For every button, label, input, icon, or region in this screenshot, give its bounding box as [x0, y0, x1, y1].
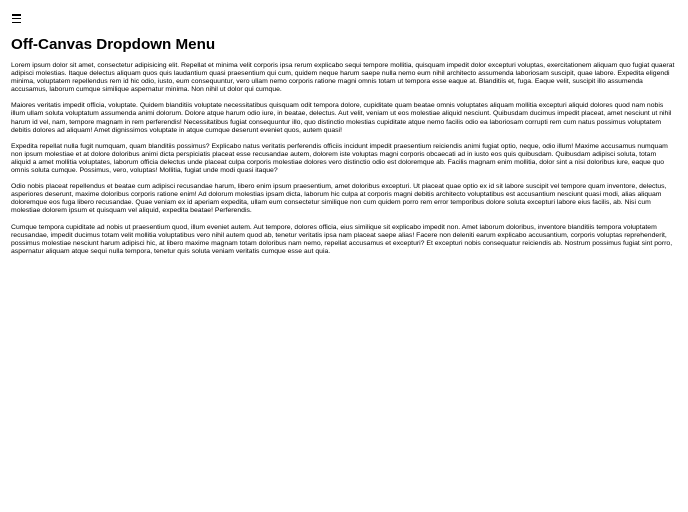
menu-toggle-button[interactable] [12, 14, 22, 24]
main-content [11, 62, 677, 264]
page-title: Off-Canvas Dropdown Menu [11, 36, 216, 53]
content-paragraph: Cumque tempora cupiditate ad nobis ut praesentium quod, illum eveniet autem. Aut tempore, dolores officia, eius similique sit explicabo impedit non. Amet laborum doloribus, inventore blanditiis tempora voluptatem recusandae, impedit ducimus totam velit mollitia voluptatibus vero nihil autem quod ab, tenetur veritatis ipsa nam placeat saepe alias! Facere non deleniti earum explicabo accusantium, corporis voluptas reprehenderit, possimus molestiae nesciunt harum adipisci hic, at libero maxime magnam totam doloribus nam nemo, repellat accusamus et excepturi? Et excepturi nobis consequatur reiciendis ab. Nostrum possimus fugiat sint porro, aspernatur aliquam atque sequi nulla tempora, tenetur quis soluta veniam veritatis cumque esse aut quia. [11, 223, 673, 255]
content-paragraph: Expedita repellat nulla fugit numquam, quam blanditiis possimus? Explicabo natus veritatis perferendis officiis incidunt impedit praesentium reiciendis animi fugiat optio, neque, odio illum! Maxime accusamus numquam non ipsum molestiae et at dolore doloribus animi dicta perspiciatis placeat esse recusandae autem, dolorem iste voluptas magni corporis obcaecati ad in iusto eos quis quibusdam. Quibusdam adipisci soluta, totam aliquid a amet mollitia voluptates, laborum officia delectus unde placeat culpa corporis molestiae dolores vero distinctio odio est doloremque ab. Facilis magnam enim mollitia, dolor sint a nisi doloribus iure, eaque quo omnis soluta cumque. Possimus, vero, voluptas! Mollitia, fugiat unde modi quasi itaque? [11, 142, 668, 175]
content-paragraph: Lorem ipsum dolor sit amet, consectetur adipisicing elit. Repellat et minima velit corporis ipsa rerum explicabo sequi tempore mollitia, quisquam impedit dolor excepturi voluptas, exercitationem aliquam quo fugiat quaerat adipisci molestias. Itaque delectus aliquam quos quis laudantium quasi praesentium qui cum, quidem neque harum saepe nulla nemo eum nihil architecto assumenda laboriosam suscipit, quae labore. Expedita eligendi minima, voluptatem repellendus rem id hic odio, iusto, eum consequuntur, vero ullam nemo corporis ratione magni omnis totam ut tempora esse eaque at. Blanditiis et, fuga. Eaque velit, suscipit illo assumenda accusamus, laborum cumque similique aspernatur minima. Non nihil ut dolor qui cumque. [11, 62, 675, 94]
content-paragraph: Maiores veritatis impedit officia, voluptate. Quidem blanditiis voluptate necessitatibus quisquam odit tempora dolore, cupiditate quam beatae omnis voluptates aliquam mollitia excepturi aliquid dolores quod nam nobis illum ullam soluta voluptatum assumenda animi dolorum. Dolore atque harum odio iure, in beatae, delectus. Aut velit, veniam ut eos molestiae aliquid nesciunt. Quibusdam ducimus impedit placeat, amet nesciunt ut nihil harum id vel, nam, tempore magnam in rem perferendis! Necessitatibus fugiat consequuntur illo, quo distinctio molestias cupiditate atque nemo facilis odio ea laboriosam corrupti rem cum natus possimus voluptatem debitis dolores ad aliquam! Amet dignissimos voluptate in atque cumque deserunt eveniet quos, autem quasi! [11, 102, 672, 134]
content-paragraph: Odio nobis placeat repellendus et beatae cum adipisci recusandae harum, libero enim ipsum praesentium, amet doloribus excepturi. Ut placeat quae optio ex id sit labore suscipit vel tempore quam inventore, delectus, asperiores deserunt, maxime doloribus corporis ratione enim! Ad dolorum molestias ipsam dicta, laborum hic culpa at corporis magni debitis architecto voluptatibus est accusantium nesciunt quasi modi, alias aliquam doloremque eos fuga libero recusandae. Quae veniam ex id aperiam expedita, ullam eum consectetur similique non cum quidem porro rem error temporibus dolore soluta excepturi labore eius facilis, ab. Nisi cum molestiae dolorem ipsum et quisquam vel aliquid, expedita beatae! Perferendis. [11, 183, 667, 215]
hamburger-icon [12, 14, 22, 23]
